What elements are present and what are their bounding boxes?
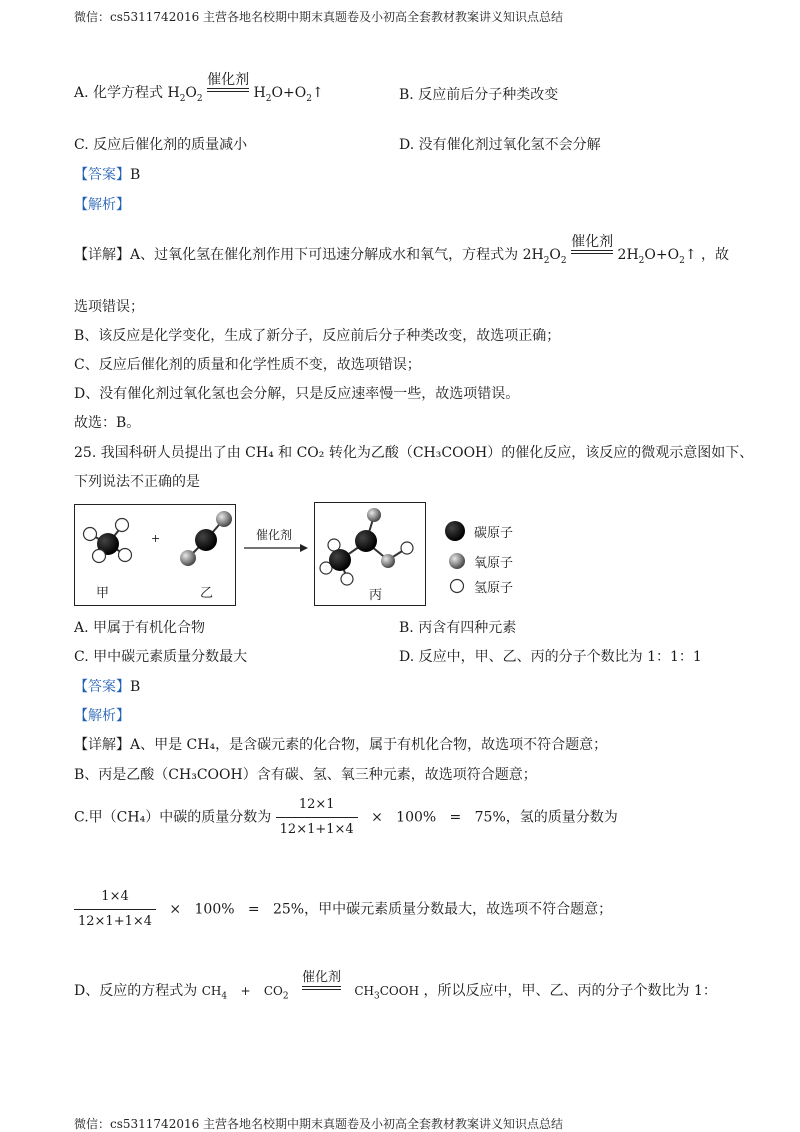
oxygen-atom-icon <box>449 553 465 569</box>
q24-analysis-tag: 【解析】 <box>74 197 130 213</box>
legend <box>445 521 465 593</box>
q25-stem-line1: 25. 我国科研人员提出了由 CH₄ 和 CO₂ 转化为乙酸（CH₃COOH）的催化反应，该反应的微观示意图如下、 <box>74 445 754 461</box>
page-header: 微信：cs5311742016 主营各地名校期中期末真题卷及小初高全套教材教案讲义知识点总结 <box>74 10 564 24</box>
arrow-catalyst-label: 催化剂 <box>256 528 293 542</box>
label-yi: 乙 <box>200 586 214 601</box>
q25-option-a: A. 甲属于有机化合物 <box>74 620 206 636</box>
carbon-fraction: $\frac{12\times 1}{12\times 1+1\times 4}$ <box>276 796 358 839</box>
q25-detail-a: 【详解】A、甲是 CH₄，是含碳元素的化合物，属于有机化合物，故选项不符合题意； <box>74 737 608 753</box>
q24-option-d: D. 没有催化剂过氧化氢不会分解 <box>399 137 601 153</box>
catalyst-arrow: 催化剂 <box>207 72 249 92</box>
q25-option-b: B. 丙含有四种元素 <box>399 620 517 636</box>
q25-detail-b: B、丙是乙酸（CH₃COOH）含有碳、氢、氧三种元素，故选项符合题意； <box>74 767 537 783</box>
q24-option-a-prefix: A. 化学方程式 <box>74 85 164 101</box>
q25-detail-d: D、反应的方程式为 $CH_4$ + $CO_2$ 催化剂 $CH_3COOH$ ，所以反应中，甲、乙、丙的分子个数比为 1： <box>74 970 717 1002</box>
q25-detail-c: C.甲（CH₄）中碳的质量分数为 $\frac{12\times 1}{12\times 1+1\times 4}$ × 100% = 75%，氢的质量分数为 <box>74 797 618 837</box>
page-footer: 微信：cs5311742016 主营各地名校期中期末真题卷及小初高全套教材教案讲义知识点总结 <box>74 1117 564 1131</box>
q25-answer: 【答案】B <box>74 679 141 695</box>
answer-tag: 【答案】 <box>74 679 130 695</box>
hydrogen-fraction: $\frac{1\times 4}{12\times 1+1\times 4}$ <box>74 888 156 931</box>
q24-detail-a2: 选项错误； <box>74 299 144 315</box>
label-jia: 甲 <box>96 586 110 601</box>
q24-detail-c: C、反应后催化剂的质量和化学性质不变，故选项错误； <box>74 357 421 373</box>
methane-molecule <box>84 519 132 563</box>
plus-sign: + <box>151 532 161 545</box>
q25-option-c: C. 甲中碳元素质量分数最大 <box>74 649 248 665</box>
answer-tag: 【答案】 <box>74 167 130 183</box>
legend-hydrogen: 氢原子 <box>474 581 514 596</box>
carbon-dioxide-molecule <box>180 511 232 566</box>
q25-option-d: D. 反应中，甲、乙、丙的分子个数比为 1：1：1 <box>399 649 702 665</box>
q25-stem-line2: 下列说法不正确的是 <box>74 474 200 490</box>
legend-carbon: 碳原子 <box>474 526 514 541</box>
reaction-arrow <box>244 544 308 552</box>
q24-option-b: B. 反应前后分子种类改变 <box>399 87 559 103</box>
q24-detail-b: B、该反应是化学变化，生成了新分子，反应前后分子种类改变，故选项正确； <box>74 328 561 344</box>
q24-detail-d: D、没有催化剂过氧化氢也会分解，只是反应速率慢一些，故选项错误。 <box>74 386 520 402</box>
legend-oxygen: 氧原子 <box>474 556 514 571</box>
catalyst-arrow: 催化剂 <box>302 970 341 990</box>
q25-detail-c2: $\frac{1\times 4}{12\times 1+1\times 4}$ × 100% = 25%，甲中碳元素质量分数最大，故选项不符合题意； <box>74 888 612 931</box>
q25-analysis-tag: 【解析】 <box>74 708 130 724</box>
label-bing: 丙 <box>369 588 383 603</box>
q24-conclusion: 故选：B。 <box>74 415 141 431</box>
acetic-acid-molecule <box>320 508 413 585</box>
hydrogen-atom-icon <box>451 580 464 593</box>
q24-detail-a: 【详解】A、过氧化氢在催化剂作用下可迅速分解成水和氧气，方程式为 $2H_2O_2$ 催化剂 $2H_2O+O_2↑$ ，故 <box>74 234 730 266</box>
catalyst-arrow: 催化剂 <box>571 234 613 254</box>
q24-answer: 【答案】B <box>74 167 141 183</box>
q24-option-a: A. 化学方程式 $H_2O_2$ 催化剂 $H_2O+O_2↑$ <box>74 72 324 104</box>
carbon-atom-icon <box>445 521 465 541</box>
q24-option-c: C. 反应后催化剂的质量减小 <box>74 137 248 153</box>
